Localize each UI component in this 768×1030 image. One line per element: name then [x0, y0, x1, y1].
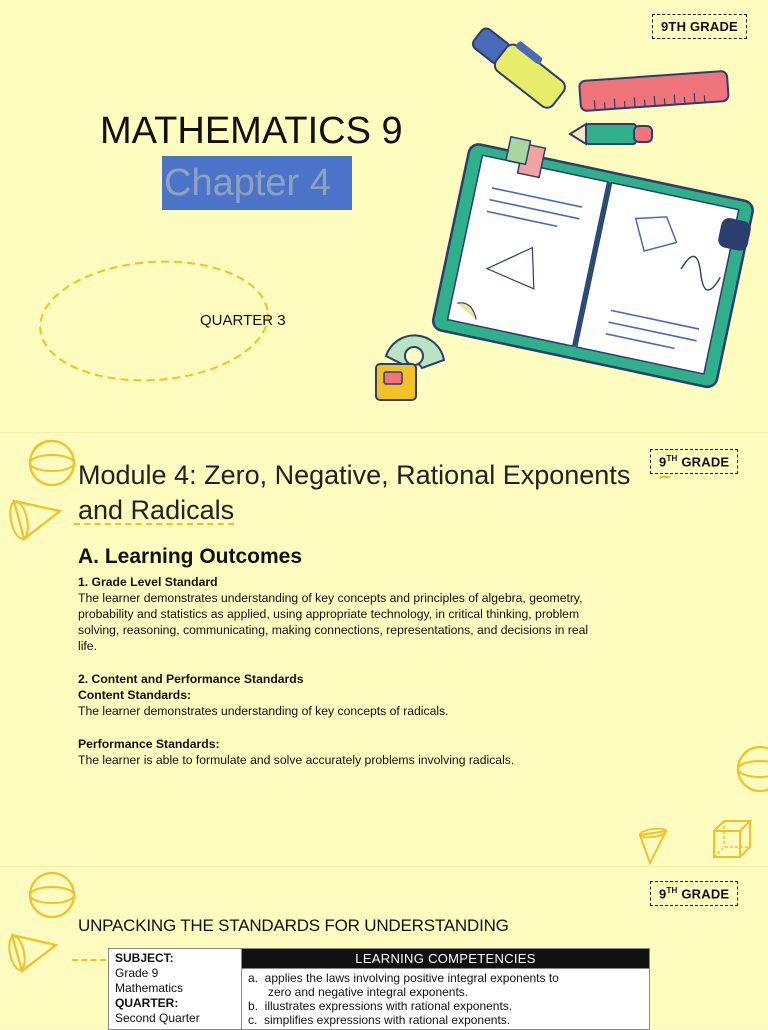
title-underline-right: [660, 476, 670, 478]
quarter-label: QUARTER 3: [200, 312, 286, 329]
page-title: MATHEMATICS 9: [100, 110, 403, 153]
quarter-label: QUARTER:: [115, 996, 235, 1011]
badge-text: GRADE: [678, 454, 730, 469]
module-title-line1: Module 4: Zero, Negative, Rational Exponents: [78, 458, 678, 493]
slide-cover: [0, 0, 768, 432]
sphere-icon: [730, 743, 768, 797]
cube-icon: [706, 817, 754, 863]
badge-text: GRADE: [678, 886, 730, 901]
sphere-icon: [24, 435, 80, 491]
competency-item: zero and negative integral exponents.: [248, 985, 643, 999]
heading-dash: [72, 959, 106, 961]
quarter-value: Second Quarter: [115, 1011, 235, 1026]
subject-name: Mathematics: [115, 981, 235, 996]
performance-standards-heading: Performance Standards:: [78, 736, 598, 752]
sharpener-icon: [366, 316, 458, 410]
cone-icon: [4, 925, 64, 975]
performance-standards-text: The learner is able to formulate and solve accurately problems involving radicals.: [78, 752, 598, 768]
open-book-icon: [420, 130, 760, 400]
subject-grade: Grade 9: [115, 966, 235, 981]
badge-superscript: TH: [666, 886, 677, 895]
competencies-list: [242, 969, 650, 1030]
cone-icon: [4, 489, 68, 545]
badge-superscript: TH: [666, 454, 677, 463]
badge-number: 9: [659, 454, 666, 469]
chapter-label: Chapter 4: [162, 156, 352, 210]
grade-level-text: The learner demonstrates understanding of key concepts and principles of algebra, geometry, probability and statistics as applied, using appropriate technology, in critical thinking, problem solving, reasoning, communicating, making connections, representations, and decisions in real life.: [78, 590, 598, 654]
ruler-icon: [574, 66, 734, 118]
highlighter-icon: [462, 22, 582, 118]
content-standards-heading: Content Standards:: [78, 687, 598, 703]
cone-icon: [636, 827, 676, 865]
title-underline: [74, 523, 234, 525]
competencies-table: [108, 948, 650, 1030]
competency-item: b. illustrates expressions with rational exponents.: [248, 999, 643, 1013]
competency-item: c. simplifies expressions with rational exponents.: [248, 1013, 643, 1027]
module-title-line2: and Radicals: [78, 493, 678, 528]
section-heading: A. Learning Outcomes: [78, 545, 302, 569]
module-title: [78, 458, 678, 528]
grade-level-heading: 1. Grade Level Standard: [78, 574, 598, 590]
grade-badge: [650, 881, 738, 906]
badge-number: 9: [659, 886, 666, 901]
grade-badge: 9TH GRADE: [652, 14, 747, 39]
subject-cell: [109, 949, 242, 1030]
subject-label: SUBJECT:: [115, 951, 235, 966]
standards-heading: 2. Content and Performance Standards: [78, 671, 598, 687]
competencies-header: LEARNING COMPETENCIES: [242, 949, 650, 969]
unpacking-heading: UNPACKING THE STANDARDS FOR UNDERSTANDING: [78, 916, 509, 936]
sphere-icon: [26, 867, 82, 923]
content-standards-text: The learner demonstrates understanding of key concepts of radicals.: [78, 703, 598, 719]
competency-item: a. applies the laws involving positive integral exponents to: [248, 971, 643, 985]
